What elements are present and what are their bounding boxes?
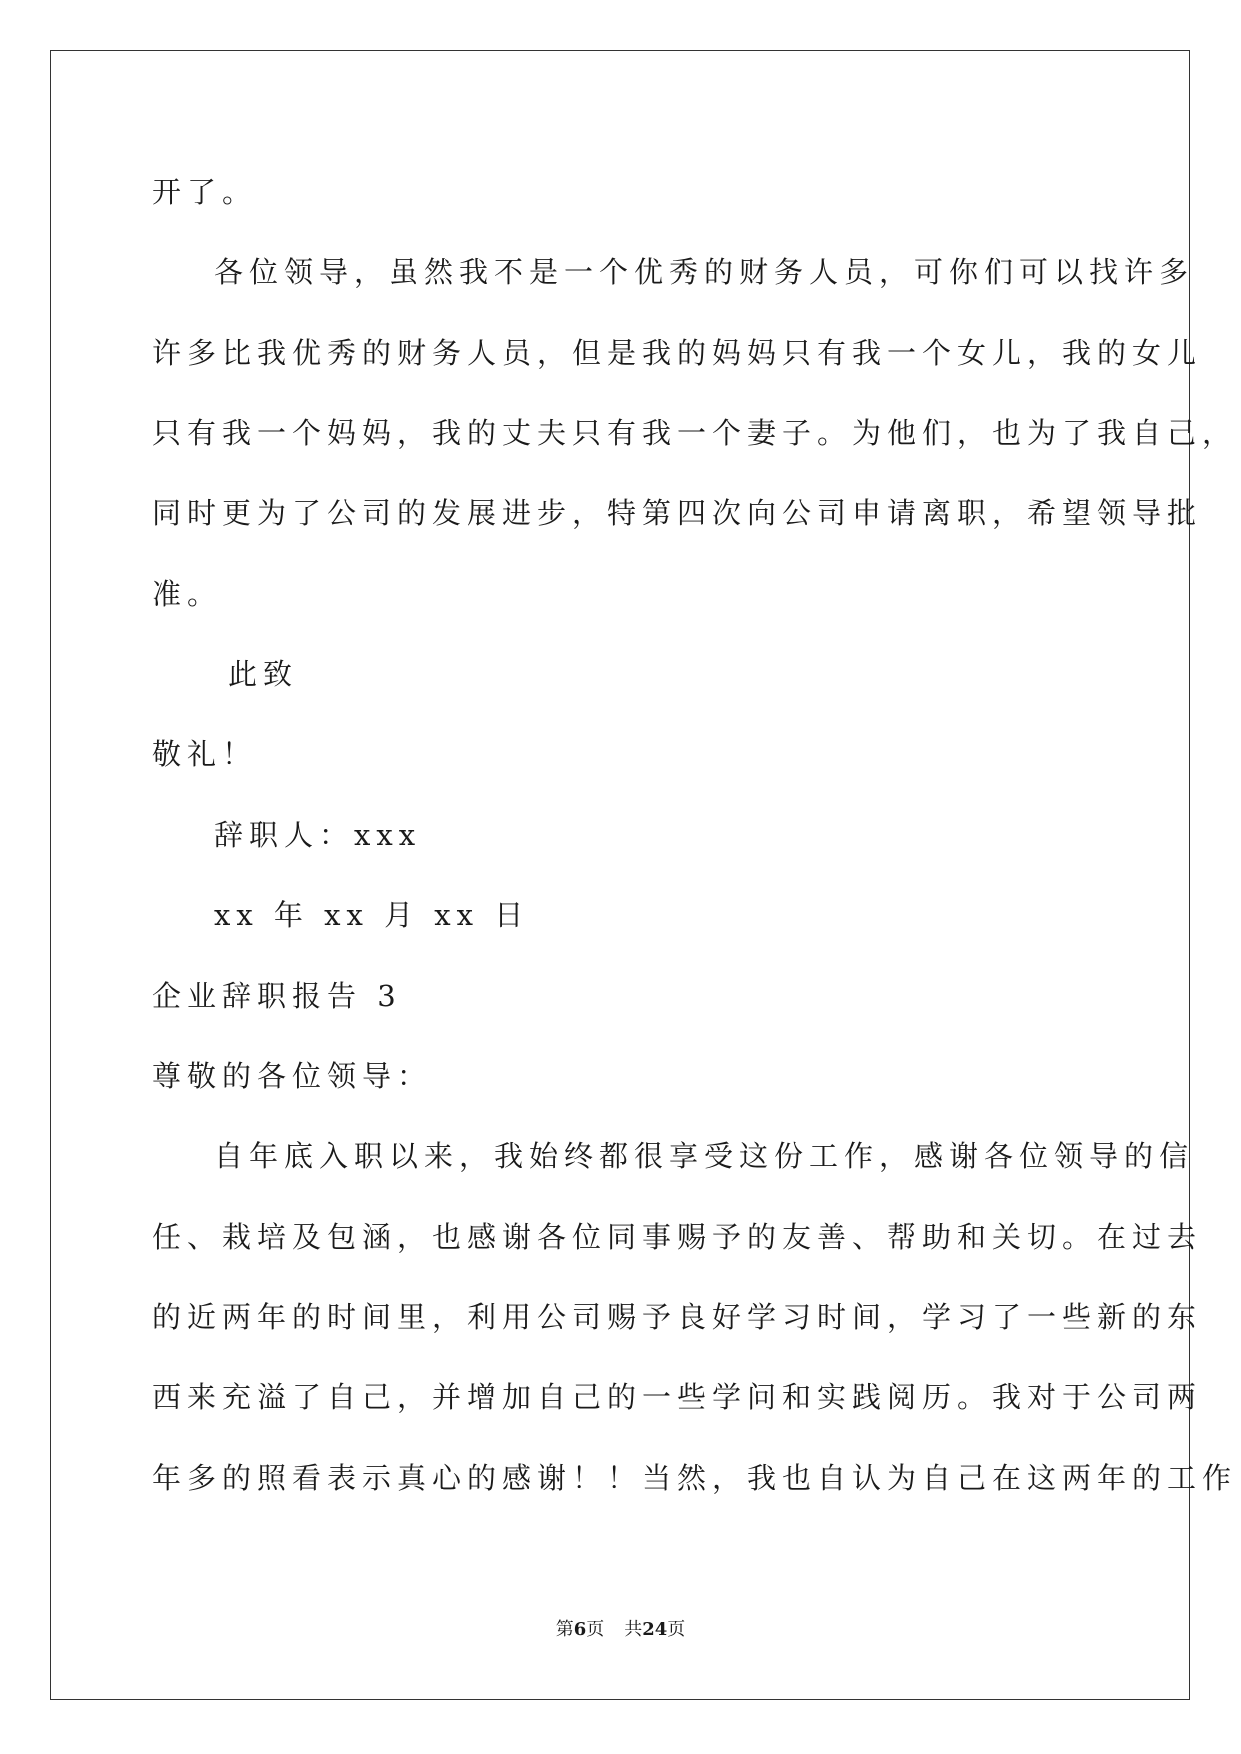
paragraph-line: 开了。 (152, 175, 258, 209)
closing-jingli: 敬礼！ (152, 737, 258, 771)
page-number: 6 (573, 1619, 587, 1640)
salutation: 尊敬的各位领导： (152, 1059, 433, 1093)
paragraph-line: 许多比我优秀的财务人员，但是我的妈妈只有我一个女儿，我的女儿 (152, 336, 1203, 370)
footer-prefix: 第 (555, 1619, 574, 1640)
date-line: xx 年 xx 月 xx 日 (214, 898, 530, 932)
paragraph-line: 西来充溢了自己，并增加自己的一些学问和实践阅历。我对于公司两 (152, 1380, 1203, 1414)
page-footer (0, 1618, 1241, 1642)
footer-page-suffix: 页 (586, 1619, 605, 1640)
paragraph-line: 年多的照看表示真心的感谢！！当然，我也自认为自己在这两年的工作 (152, 1461, 1238, 1495)
footer-total-prefix: 共 (624, 1619, 643, 1640)
signature-line: 辞职人：xxx (214, 818, 422, 852)
paragraph-line: 准。 (152, 577, 223, 611)
paragraph-line: 只有我一个妈妈，我的丈夫只有我一个妻子。为他们，也为了我自己， (152, 416, 1238, 450)
paragraph-line: 各位领导，虽然我不是一个优秀的财务人员，可你们可以找许多 (214, 255, 1195, 289)
paragraph-line: 同时更为了公司的发展进步，特第四次向公司申请离职，希望领导批 (152, 496, 1203, 530)
footer-total-suffix: 页 (667, 1619, 686, 1640)
closing-cizhi: 此致 (228, 657, 299, 691)
total-pages: 24 (642, 1619, 668, 1640)
paragraph-line: 自年底入职以来，我始终都很享受这份工作，感谢各位领导的信 (214, 1139, 1195, 1173)
paragraph-line: 的近两年的时间里，利用公司赐予良好学习时间，学习了一些新的东 (152, 1300, 1203, 1334)
section-title: 企业辞职报告 3 (152, 979, 402, 1013)
paragraph-line: 任、栽培及包涵，也感谢各位同事赐予的友善、帮助和关切。在过去 (152, 1220, 1203, 1254)
